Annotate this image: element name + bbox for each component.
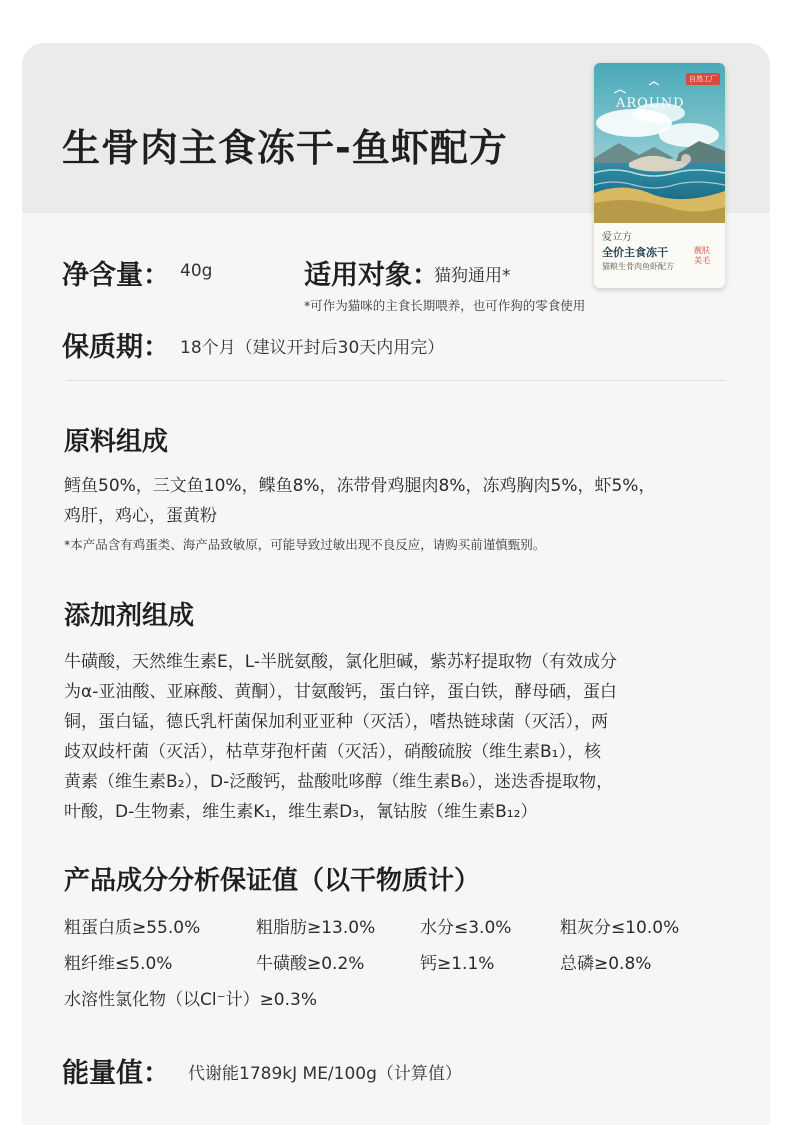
product-info-card: [22, 43, 770, 1125]
analysis-value: 钙≥1.1%: [420, 954, 495, 974]
divider: [66, 380, 726, 381]
net-content-label: 净含量：: [62, 260, 170, 291]
product-package-image: [594, 63, 725, 288]
energy-value: 代谢能1789kJ ME/100g（计算值）: [188, 1064, 462, 1084]
shelf-life-value: 18个月（建议开封后30天内用完）: [180, 338, 445, 358]
target-label: 适用对象：: [304, 260, 439, 291]
net-content-value: 40g: [180, 261, 213, 281]
analysis-value: 粗脂肪≥13.0%: [256, 918, 376, 938]
product-title: 生骨肉主食冻干-鱼虾配方: [62, 126, 508, 170]
analysis-value: 粗蛋白质≥55.0%: [64, 918, 201, 938]
analysis-title: 产品成分分析保证值（以干物质计）: [64, 866, 481, 896]
energy-label: 能量值：: [62, 1058, 170, 1089]
additives-line: 牛磺酸，天然维生素E，L-半胱氨酸，氯化胆碱，紫苏籽提取物（有效成分: [64, 652, 618, 672]
additives-title: 添加剂组成: [64, 601, 195, 631]
additives-line: 为α-亚油酸、亚麻酸、黄酮），甘氨酸钙，蛋白锌，蛋白铁，酵母硒，蛋白: [64, 682, 617, 702]
analysis-value: 总磷≥0.8%: [560, 954, 652, 974]
package-badge: 靓肤美毛: [694, 246, 710, 265]
package-tag: 自然工厂: [686, 73, 720, 85]
analysis-value: 水溶性氯化物（以Cl⁻计）≥0.3%: [64, 990, 317, 1010]
ingredients-line: 鸡肝，鸡心，蛋黄粉: [64, 506, 217, 526]
additives-line: 歧双歧杆菌（灭活），枯草芽孢杆菌（灭活），硝酸硫胺（维生素B₁），核: [64, 742, 601, 762]
ingredients-line: 鳕鱼50%，三文鱼10%，鲽鱼8%，冻带骨鸡腿肉8%，冻鸡胸肉5%，虾5%，: [64, 476, 656, 496]
allergen-note: *本产品含有鸡蛋类、海产品致敏原，可能导致过敏出现不良反应，请购买前谨慎甄别。: [64, 537, 546, 552]
additives-line: 铜，蛋白锰，德氏乳杆菌保加利亚亚种（灭活），嗜热链球菌（灭活），两: [64, 712, 608, 732]
analysis-value: 粗灰分≤10.0%: [560, 918, 680, 938]
package-brand: 爱立方: [602, 232, 632, 243]
package-logo: AROUND: [616, 96, 685, 111]
shelf-life-label: 保质期：: [62, 332, 170, 363]
analysis-value: 水分≤3.0%: [420, 918, 512, 938]
ingredients-title: 原料组成: [64, 427, 169, 457]
package-subtitle: 猫粮生骨肉鱼虾配方: [602, 262, 674, 271]
additives-line: 叶酸，D-生物素，维生素K₁，维生素D₃，氰钴胺（维生素B₁₂）: [64, 802, 538, 822]
package-name: 全价主食冻干: [602, 246, 668, 259]
target-value: 猫狗通用*: [434, 266, 511, 286]
additives-line: 黄素（维生素B₂），D-泛酸钙，盐酸吡哆醇（维生素B₆），迷迭香提取物，: [64, 772, 614, 792]
analysis-value: 粗纤维≤5.0%: [64, 954, 173, 974]
target-note: *可作为猫咪的主食长期喂养，也可作狗的零食使用: [304, 298, 586, 313]
analysis-value: 牛磺酸≥0.2%: [256, 954, 365, 974]
